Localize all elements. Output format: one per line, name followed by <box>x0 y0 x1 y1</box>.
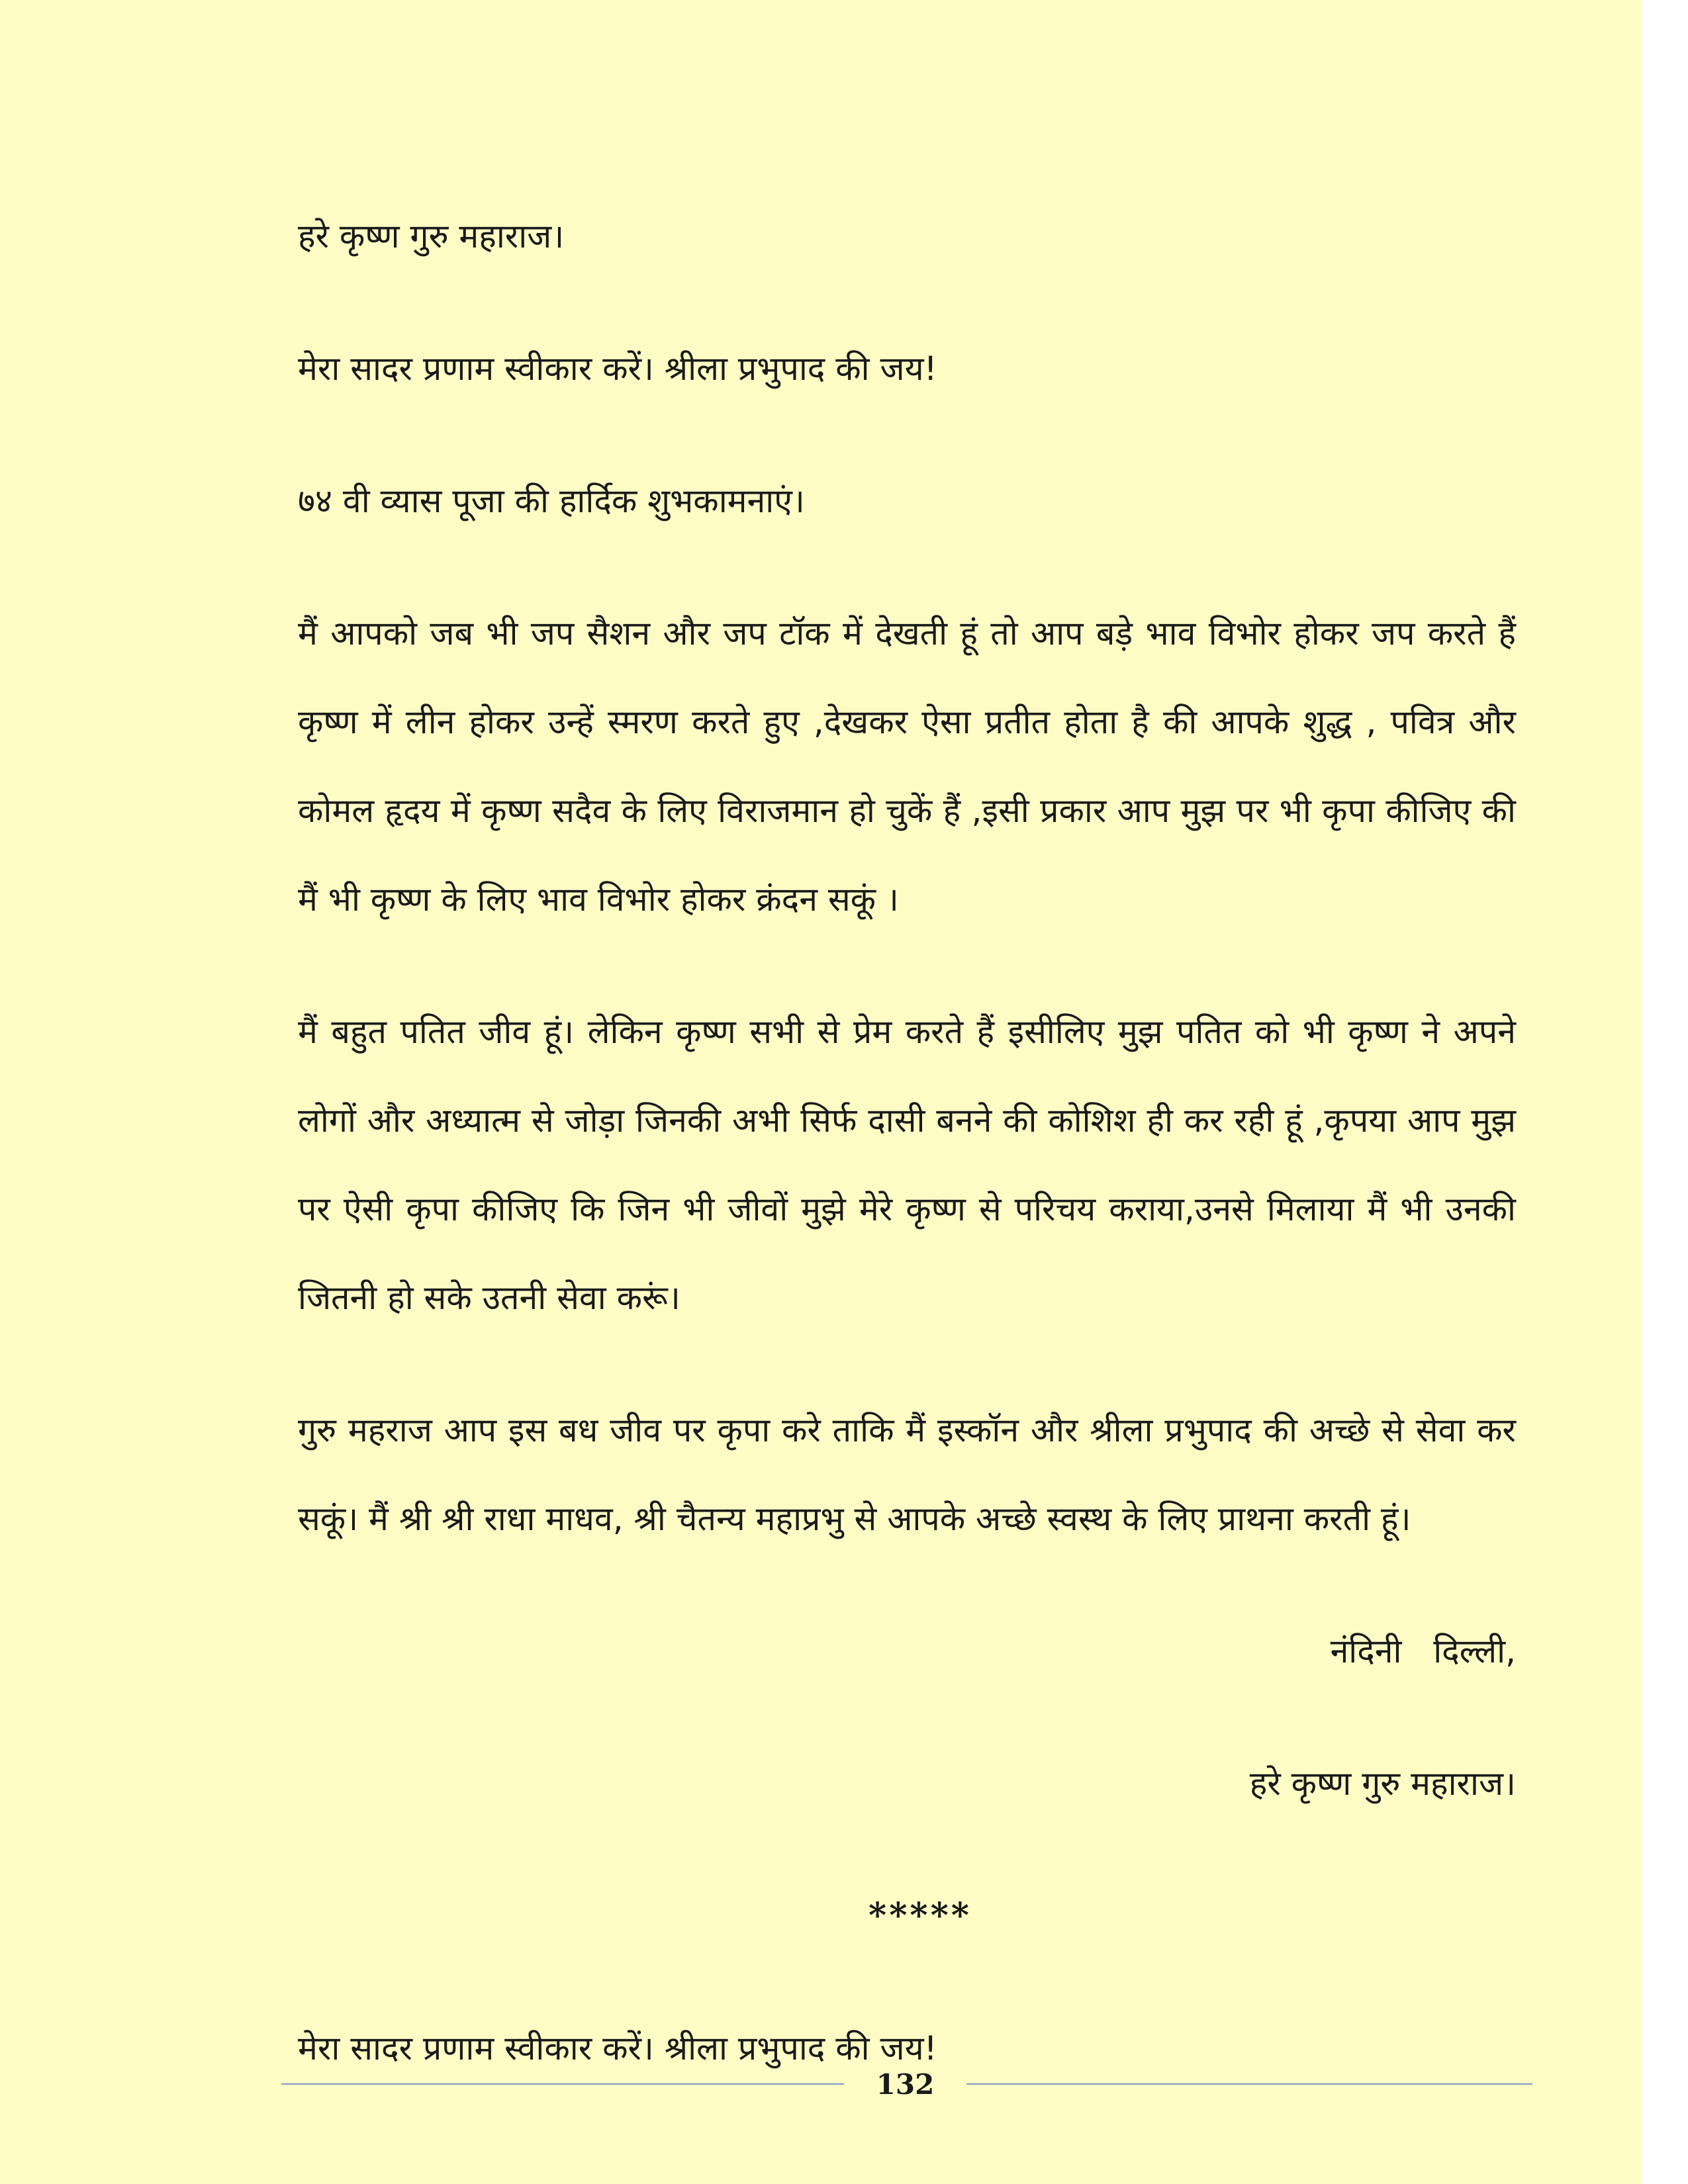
wishes-line: ७४ वी व्यास पूजा की हार्दिक शुभकामनाएं। <box>298 482 805 520</box>
paragraph-1: मैं आपको जब भी जप सैशन और जप टॉक में देखती हूं तो आप बड़े भाव विभोर होकर जप करते हैं कृष्ण में लीन होकर उन्हें स्मरण करते हुए ,देखकर ऐसा प्रतीत होता है की आपके शुद्ध , पवित्र और कोमल हृदय में कृष्ण सदैव के लिए विराजमान हो चुकें हैं ,इसी प्रकार आप मुझ पर भी कृपा कीजिए की मैं भी कृष्ण के लिए भाव विभोर होकर क्रंदन सकूं । <box>298 614 1516 919</box>
paragraph-2: मैं बहुत पतित जीव हूं। लेकिन कृष्ण सभी से प्रेम करते हैं इसीलिए मुझ पतित को भी कृष्ण ने अपने लोगों और अध्यात्म से जोड़ा जिनकी अभी सिर्फ दासी बनने की कोशिश ही कर रही हूं ,कृपया आप मुझ पर ऐसी कृपा कीजिए कि जिन भी जीवों मुझे मेरे कृष्ण से परिचय कराया,उनसे मिलाया मैं भी उनकी जितनी हो सके उतनी सेवा करूं। <box>298 1013 1516 1317</box>
section-separator: ***** <box>868 1895 972 1936</box>
page-number: 132 <box>876 2068 935 2101</box>
letter-body <box>298 192 1516 2136</box>
signature-name: नंदिनी दिल्ली, <box>1330 1632 1516 1670</box>
paragraph-3: गुरु महराज आप इस बध जीव पर कृपा करे ताकि मैं इस्कॉन और श्रीला प्रभुपाद की अच्छे से सेवा कर सकूं। मैं श्री श्री राधा माधव, श्री चैतन्य महाप्रभु से आपके अच्छे स्वस्थ के लिए प्राथना करती हूं। <box>298 1411 1516 1538</box>
footer-rule-right <box>966 2083 1532 2085</box>
obeisance-line: मेरा सादर प्रणाम स्वीकार करें। श्रीला प्रभुपाद की जय! <box>298 349 937 388</box>
page-footer <box>281 2058 1532 2111</box>
footer-rule-left <box>281 2083 844 2085</box>
signature-closing: हरे कृष्ण गुरु महाराज। <box>1249 1764 1516 1803</box>
greeting-line: हरे कृष्ण गुरु महाराज। <box>298 217 565 255</box>
next-letter-obeisance: मेरा सादर प्रणाम स्वीकार करें। श्रीला प्रभुपाद की जय! <box>298 2029 937 2068</box>
